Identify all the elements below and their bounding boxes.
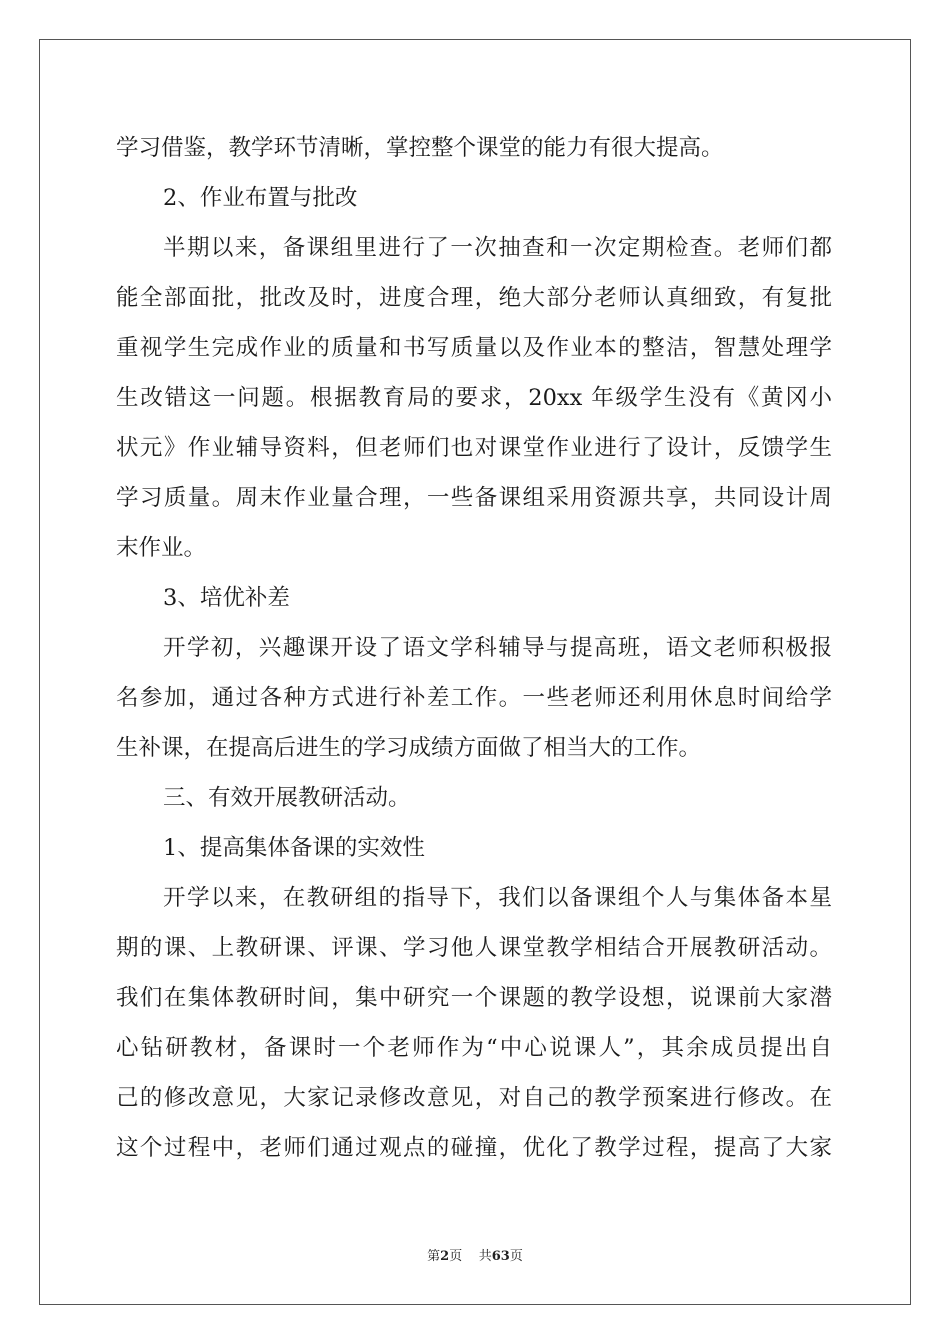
text-line: 开学初，兴趣课开设了语文学科辅导与提高班，语文老师积极报 xyxy=(163,635,832,661)
page-suffix: 页 xyxy=(449,1249,463,1264)
text-line: 末作业。 xyxy=(116,535,207,561)
page-prefix: 第 xyxy=(427,1249,441,1264)
page-footer xyxy=(0,1245,950,1264)
section-heading: 1、提高集体备课的实效性 xyxy=(163,835,425,861)
total-prefix: 共 xyxy=(478,1249,492,1264)
text-line: 生补课，在提高后进生的学习成绩方面做了相当大的工作。 xyxy=(116,735,702,761)
page-total: 63 xyxy=(491,1249,510,1264)
text-line: 学习质量。周末作业量合理，一些备课组采用资源共享，共同设计周 xyxy=(116,485,832,511)
text-line: 期的课、上教研课、评课、学习他人课堂教学相结合开展教研活动。 xyxy=(116,935,832,961)
text-line: 状元》作业辅导资料，但老师们也对课堂作业进行了设计，反馈学生 xyxy=(116,435,832,461)
text-line: 能全部面批，批改及时，进度合理，绝大部分老师认真细致，有复批 xyxy=(116,285,832,311)
text-line: 开学以来，在教研组的指导下，我们以备课组个人与集体备本星 xyxy=(163,885,832,911)
section-heading: 3、培优补差 xyxy=(163,585,290,611)
text-line: 学习借鉴，教学环节清晰，掌控整个课堂的能力有很大提高。 xyxy=(116,135,724,161)
total-suffix: 页 xyxy=(509,1249,523,1264)
text-line: 心钻研教材，备课时一个老师作为“中心说课人”，其余成员提出自 xyxy=(116,1035,832,1061)
section-heading: 三、有效开展教研活动。 xyxy=(163,785,411,811)
text-line: 重视学生完成作业的质量和书写质量以及作业本的整洁，智慧处理学 xyxy=(116,335,832,361)
text-line: 己的修改意见，大家记录修改意见，对自己的教学预案进行修改。在 xyxy=(116,1085,832,1111)
page-border xyxy=(39,39,911,1305)
page-current: 2 xyxy=(440,1249,450,1264)
text-line: 我们在集体教研时间，集中研究一个课题的教学设想，说课前大家潜 xyxy=(116,985,832,1011)
text-line: 名参加，通过各种方式进行补差工作。一些老师还利用休息时间给学 xyxy=(116,685,832,711)
text-line: 半期以来，备课组里进行了一次抽查和一次定期检查。老师们都 xyxy=(163,235,832,261)
text-line: 生改错这一问题。根据教育局的要求，20xx 年级学生没有《黄冈小 xyxy=(116,385,832,411)
section-heading: 2、作业布置与批改 xyxy=(163,185,358,211)
text-line: 这个过程中，老师们通过观点的碰撞，优化了教学过程，提高了大家 xyxy=(116,1135,832,1161)
